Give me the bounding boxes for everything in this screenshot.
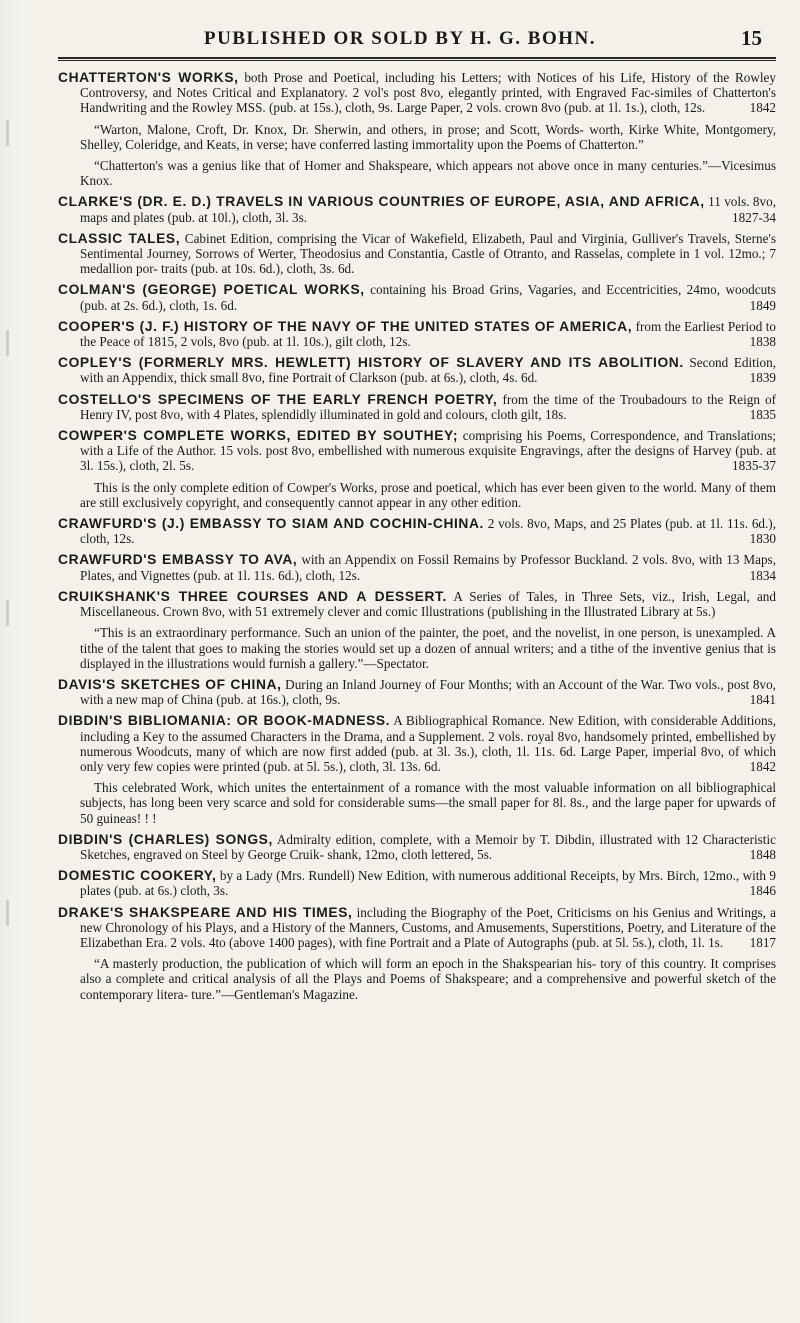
catalogue-entry [58, 355, 776, 385]
entry-description: from the Earliest Period to the Peace of 1815, 2 vols, 8vo (pub. at 1l. 10s.), gilt cloth, 12s. [80, 318, 777, 350]
entry-heading: DAVIS'S SKETCHES OF CHINA, [58, 676, 282, 692]
entry-heading: CRAWFURD'S EMBASSY TO AVA, [58, 552, 298, 568]
entry-heading: DRAKE'S SHAKSPEARE AND HIS TIMES, [58, 904, 353, 920]
catalogue-entry [58, 832, 776, 862]
catalogue-entry [58, 392, 776, 422]
catalogue-entry [58, 70, 776, 116]
entry-year: 1838 [749, 334, 776, 350]
entry-description: from the time of the Troubadours to the Reign of Henry IV, post 8vo, with 4 Plates, splendidly illuminated in gold and colours, cloth gilt, 18s. [80, 391, 776, 422]
entry-note: “Warton, Malone, Croft, Dr. Knox, Dr. Sherwin, and others, in prose; and Scott, Words- worth, Kirke White, Montgomery, Shelley, Coleridge, and Keats, in verse; have conferred lasting immortality upon the Poems of Chatterton.” [80, 121, 776, 152]
entry-description: Admiralty edition, complete, with a Memoir by T. Dibdin, illustrated with 12 Characteristic Sketches, engraved on Steel by George Cruik- shank, 12mo, cloth lettered, 5s. [80, 831, 776, 862]
entry-year: 1835 [749, 406, 776, 422]
entry-description: During an Inland Journey of Four Months; with an Account of the War. Two vols., post 8vo, with a new map of China (pub. at 16s.), cloth, 9s. [80, 676, 776, 708]
entry-heading: DOMESTIC COOKERY, [58, 868, 217, 884]
page-edge [0, 0, 24, 1323]
catalogue-entry [58, 516, 776, 546]
entry-note: “Chatterton's was a genius like that of Homer and Shakspeare, which appears not above once in many centuries.”—Vicesimus Knox. [80, 158, 776, 189]
page-header [0, 28, 800, 50]
catalogue-entry [58, 868, 776, 898]
entry-heading: CRAWFURD'S (J.) EMBASSY TO SIAM AND COCHIN-CHINA. [58, 516, 484, 532]
catalogue-entries [58, 70, 776, 1008]
entry-description: Cabinet Edition, comprising the Vicar of Wakefield, Elizabeth, Paul and Virginia, Gulliver's Travels, Sterne's Sentimental Journey, Sorrows of Werter, Theodosius and Constantia, Castle of Otranto, and Rasselas, complete in 1 vol. 12mo.; 7 medallion por- traits (pub. at 10s. 6d.), cloth, 3s. 6d. [80, 230, 776, 277]
header-rule-thin [58, 60, 776, 61]
entry-year: 1817 [749, 934, 776, 950]
entry-year: 1834 [749, 567, 776, 583]
entry-description: with an Appendix on Fossil Remains by Professor Buckland. 2 vols. 8vo, with 13 Maps, Plates, and Vignettes (pub. at 1l. 11s. 6d.), cloth, 12s. [80, 552, 776, 583]
catalogue-entry [58, 428, 776, 474]
catalogue-entry [58, 194, 776, 224]
entry-description: 11 vols. 8vo, maps and plates (pub. at 10l.), cloth, 3l. 3s. [80, 194, 776, 225]
entry-description: 2 vols. 8vo, Maps, and 25 Plates (pub. at 1l. 11s. 6d.), cloth, 12s. [80, 516, 776, 547]
catalogue-entry [58, 905, 776, 951]
entry-description: by a Lady (Mrs. Rundell) New Edition, with numerous additional Receipts, by Mrs. Birch, 12mo., with 9 plates (pub. at 6s.) cloth, 3s. [80, 868, 776, 899]
entry-description: A Series of Tales, in Three Sets, viz., Irish, Legal, and Miscellaneous. Crown 8vo, with 51 extremely clever and comic Illustrations (publishing in the Illustrated Library at 5s.) [80, 588, 776, 620]
catalogue-entry [58, 713, 776, 774]
page-number: 15 [741, 26, 762, 50]
entry-heading: COPLEY'S (FORMERLY MRS. HEWLETT) HISTORY OF SLAVERY AND ITS ABOLITION. [58, 355, 684, 371]
catalogue-entry [58, 319, 776, 349]
entry-description: comprising his Poems, Correspondence, and Translations; with a Life of the Author. 15 vols. post 8vo, embellished with numerous exquisite Engravings, after the designs of Harvey (pub. at 3l. 15s.), cloth, 2l. 5s. [80, 428, 776, 474]
entry-heading: COOPER'S (J. F.) HISTORY OF THE NAVY OF THE UNITED STATES OF AMERICA, [58, 318, 633, 334]
entry-heading: CHATTERTON'S WORKS, [58, 70, 239, 85]
entry-note: This celebrated Work, which unites the entertainment of a romance with the most valuable information on all bibliographical subjects, has long been very scarce and sold for considerable sums—the small paper for 8l. 8s., and the large paper for upwards of 50 guineas! ! ! [80, 780, 776, 826]
entry-note: “A masterly production, the publication of which will form an epoch in the Shakspearian his- tory of this country. It comprises also a complete and critical analysis of all the Plays and Poems of Shakspeare; and a comprehensive and powerful sketch of the contemporary litera- ture.”—Gentleman's Magazine. [80, 956, 776, 1002]
entry-heading: COWPER'S COMPLETE WORKS, EDITED BY SOUTHEY; [58, 428, 459, 444]
entry-year: 1830 [749, 531, 776, 547]
entry-description: both Prose and Poetical, including his Letters; with Notices of his Life, History of the Rowley Controversy, and Notes Critical and Explanatory. 2 vol's post 8vo, elegantly printed, with Engraved Fac-similes of Chatterton's Handwriting and the Rowley MSS. (pub. at 15s.), cloth, 9s. Large Paper, 2 vols. crown 8vo (pub. at 1l. 1s.), cloth, 12s. [80, 70, 776, 116]
catalogue-entry [58, 677, 776, 707]
entry-heading: COLMAN'S (GEORGE) POETICAL WORKS, [58, 282, 365, 298]
entry-year: 1841 [749, 692, 776, 708]
catalogue-entry [58, 282, 776, 312]
entry-heading: CLASSIC TALES, [58, 230, 181, 246]
entry-year: 1842 [749, 758, 776, 774]
entry-note: “This is an extraordinary performance. Such an union of the painter, the poet, and the novelist, in one person, is unexampled. A tithe of the talent that goes to making the stories would set up a dozen of annual writers; and a tithe of the inventive genius that is displayed in the illustrations would furnish a gallery.”—Spectator. [80, 625, 776, 671]
entry-heading: CRUIKSHANK'S THREE COURSES AND A DESSERT. [58, 588, 447, 604]
entry-description: containing his Broad Grins, Vagaries, and Eccentricities, 24mo, woodcuts (pub. at 2s. 6d.), cloth, 1s. 6d. [80, 282, 776, 313]
entry-heading: COSTELLO'S SPECIMENS OF THE EARLY FRENCH POETRY, [58, 391, 498, 407]
entry-year: 1835-37 [732, 458, 776, 474]
entry-note: This is the only complete edition of Cowper's Works, prose and poetical, which has ever been given to the world. Many of them are still exclusively copyright, and consequently cannot appear in any other edition. [80, 479, 776, 510]
entry-heading: DIBDIN'S (CHARLES) SONGS, [58, 831, 273, 847]
entry-heading: DIBDIN'S BIBLIOMANIA: OR BOOK-MADNESS. [58, 713, 391, 729]
entry-year: 1848 [749, 846, 776, 862]
entry-description: including the Biography of the Poet, Criticisms on his Genius and Writings, a new Chronology of his Plays, and a History of the Manners, Customs, and Amusements, Superstitions, Poetry, and Literature of the Elizabethan Era. 2 vols. 4to (above 1400 pages), with fine Portrait and a Plate of Autographs (pub. at 5l. 5s.), cloth, 1l. 1s. [80, 904, 777, 950]
catalogue-entry [58, 231, 776, 277]
entry-year: 1827-34 [732, 209, 776, 225]
catalogue-entry [58, 589, 776, 619]
header-rule [58, 57, 776, 59]
entry-year: 1839 [749, 370, 776, 386]
entry-description: Second Edition, with an Appendix, thick small 8vo, fine Portrait of Clarkson (pub. at 6s.), cloth, 4s. 6d. [80, 355, 776, 386]
entry-year: 1842 [749, 100, 776, 116]
catalogue-entry [58, 552, 776, 582]
entry-description: A Bibliographical Romance. New Edition, with considerable Additions, including a Key to the assumed Characters in the Drama, and a Supplement. 2 vols. royal 8vo, handsomely printed, embellished by numerous Woodcuts, many of which are now first added (pub. at 3l. 3s.), cloth, 1l. 11s. 6d. Large Paper, imperial 8vo, of which only very few copies were printed (pub. at 5l. 5s.), cloth, 3l. 13s. 6d. [80, 713, 776, 774]
entry-year: 1849 [749, 297, 776, 313]
running-title: PUBLISHED OR SOLD BY H. G. BOHN. [204, 28, 596, 49]
entry-year: 1846 [749, 883, 776, 899]
entry-heading: CLARKE'S (DR. E. D.) TRAVELS IN VARIOUS COUNTRIES OF EUROPE, ASIA, AND AFRICA, [58, 194, 705, 210]
